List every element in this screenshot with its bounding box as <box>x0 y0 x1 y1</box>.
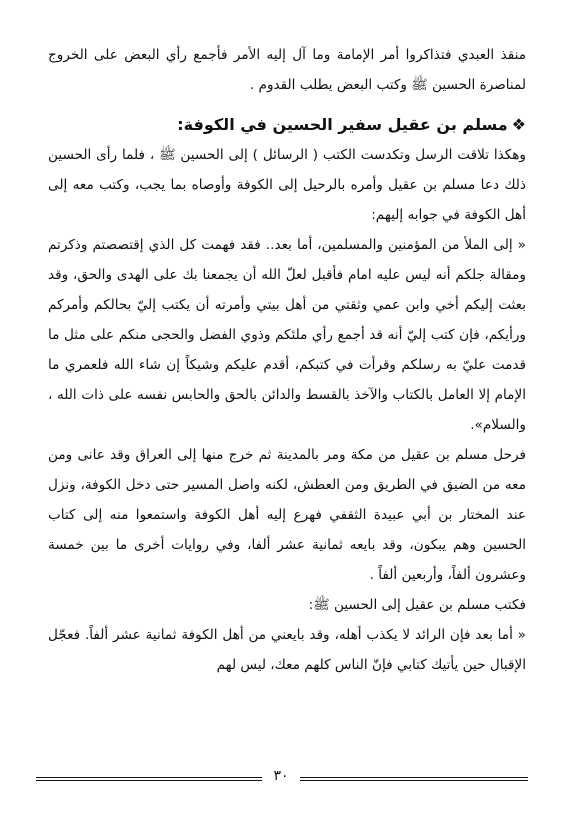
letter-paragraph: « أما بعد فإن الرائد لا يكذب أهله، وقد بايعني من أهل الكوفة ثمانية عشر ألفاً. فعجّل الإقبال حين يأتيك كتابي فإنّ الناس كلهم معك، ليس لهم <box>48 627 526 673</box>
body-paragraph: فرحل مسلم بن عقيل من مكة ومر بالمدينة ثم خرج منها إلى العراق وقد عانى ومن معه من الضيق في الطريق ومن العطش، لكنه واصل المسير حتى دخل الكوفة، ونزل عند المختار بن أبي عبيدة الثقفي فهرع إليه أهل الكوفة واستمعوا منه إلى كتاب الحسين وهم يبكون، وقد بايعه ثمانية عشر ألفا، وفي روايات أخرى ما بين خمسة وعشرون ألفاً، وأربعين ألفاً . <box>48 447 526 583</box>
heading-title: مسلم بن عقيل سفير الحسين في الكوفة: <box>177 115 508 134</box>
intro-paragraph: منقذ العبدي فتذاكروا أمر الإمامة وما آل إليه الأمر فأجمع رأي البعض على الخروج لمناصرة الحسين ﷺ وكتب البعض يطلب القدوم . <box>48 47 526 93</box>
heading-marker-icon: ❖ <box>511 115 526 134</box>
footer-rule-left <box>36 777 262 781</box>
letter-paragraph: « إلى الملأ من المؤمنين والمسلمين، أما بعد.. فقد فهمت كل الذي إقتصصتم وذكرتم ومقالة جلكم أنه ليس عليه امام فأقبل لعلّ الله أن يجمعنا بك على الهدى والحق، وقد بعثت إليكم أخي وابن عمي وثقتي من أهل بيتي وأمرته أن يكتب إليّ بحالكم وأمركم ورأيكم، فإن كتب إليّ أنه قد أجمع رأي ملئكم وذوي الفضل والحجى منكم على مثل ما قدمت عليّ به رسلكم وقرأت في كتبكم، أقدم عليكم وشيكاً إن شاء الله فلعمري ما الإمام إلا العامل بالكتاب والآخذ بالقسط والدائن بالحق والحابس نفسه على ذات الله ، والسلام». <box>48 237 526 433</box>
section-heading <box>48 110 526 140</box>
spacer <box>48 100 526 110</box>
page-body <box>48 40 526 680</box>
footer-rule-right <box>300 777 528 781</box>
body-paragraph: وهكذا تلاقت الرسل وتكدست الكتب ( الرسائل ) إلى الحسين ﷺ ، فلما رأى الحسين ذلك دعا مسلم بن عقيل وأمره بالرحيل إلى الكوفة وأوصاه بما يجب، وكتب معه إلى أهل الكوفة في جوابه إليهم: <box>48 147 526 223</box>
body-paragraph: فكتب مسلم بن عقيل إلى الحسين ﷺ: <box>308 597 526 613</box>
page-number: ٣٠ <box>273 768 289 784</box>
